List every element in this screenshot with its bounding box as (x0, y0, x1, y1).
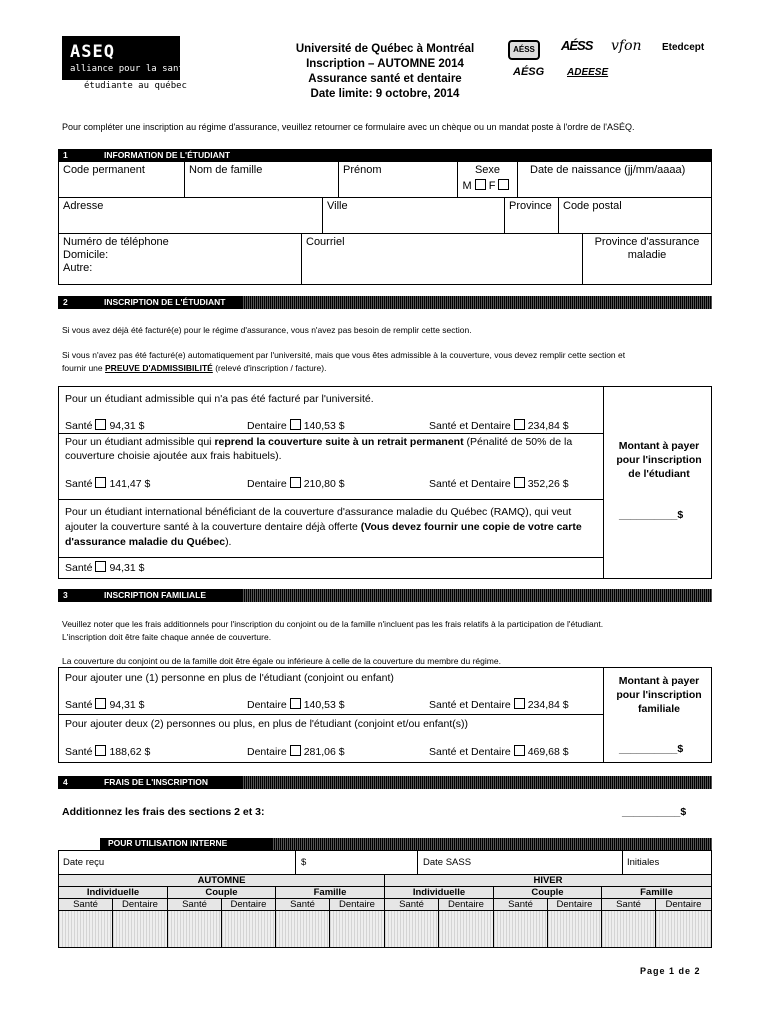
hiv-couple: Couple (494, 887, 602, 899)
s3-opt1-dentaire-checkbox[interactable] (290, 698, 301, 709)
intro-text: Pour compléter une inscription au régime d'assurance, veuillez retourner ce formulaire avec un chèque ou un mandat poste à l'ordre de l'ASÉQ. (62, 122, 635, 132)
ville-field[interactable]: Ville (323, 198, 505, 234)
s2-opt1-dentaire-checkbox[interactable] (290, 419, 301, 430)
col-sante-1: Santé (59, 899, 113, 911)
section-3-bar (58, 589, 712, 602)
internal-hatch (272, 838, 712, 850)
sexe-m-checkbox[interactable] (475, 179, 486, 190)
s2-opt1-sante-checkbox[interactable] (95, 419, 106, 430)
s2-opt1-sd-checkbox[interactable] (514, 419, 525, 430)
col-dentaire-3: Dentaire (330, 899, 385, 911)
date-recu-field[interactable]: Date reçu (63, 857, 105, 868)
total-blank[interactable]: __________$ (622, 806, 687, 818)
aut-individuelle: Individuelle (59, 887, 168, 899)
section-2-table (58, 386, 712, 579)
dollar-field[interactable]: $ (301, 857, 307, 868)
aseq-logo (62, 36, 190, 100)
code-permanent-field[interactable]: Code permanent (59, 162, 185, 198)
section-1-number: 1 (63, 150, 68, 160)
partner-logo-6: ADEESE (567, 67, 609, 78)
section-3-table (58, 667, 712, 763)
domicile-label: Domicile: (63, 249, 109, 261)
maladie-label: maladie (627, 249, 667, 261)
title-line-3: Assurance santé et dentaire (308, 73, 462, 85)
internal-title: POUR UTILISATION INTERNE (108, 838, 228, 848)
nom-field[interactable]: Nom de famille (185, 162, 339, 198)
cell-11[interactable] (602, 911, 656, 947)
additionnez-label: Additionnez les frais des sections 2 et 3: (62, 806, 265, 818)
date-sass-field[interactable]: Date SASS (423, 857, 472, 868)
section-1-title: INFORMATION DE L'ÉTUDIANT (104, 150, 231, 160)
cell-8[interactable] (439, 911, 494, 947)
s2-opt1-title: Pour un étudiant admissible qui n'a pas été facturé par l'université. (65, 393, 374, 405)
col-sante-3: Santé (276, 899, 330, 911)
courriel-field[interactable]: Courriel (302, 234, 583, 284)
cell-5[interactable] (276, 911, 330, 947)
s2-opt2-title: Pour un étudiant admissible qui reprend la couverture suite à un retrait permanent (Pénalité de 50% de la couverture choisie ajoutée aux frais habituels). (65, 436, 573, 462)
s2-opt2-dentaire-checkbox[interactable] (290, 477, 301, 488)
s3-montant-blank[interactable]: __________$ (619, 743, 684, 755)
aseq-logo-sub1: alliance pour la santé (70, 64, 190, 74)
section-2-title: INSCRIPTION DE L'ÉTUDIANT (104, 297, 226, 307)
section-4-title: FRAIS DE L'INSCRIPTION (104, 777, 209, 787)
section-4-hatch (242, 776, 712, 789)
s2-montant-label: Montant à payer pour l'inscription de l'étudiant (616, 440, 702, 480)
preuve-link: PREUVE D'ADMISSIBILITÉ (105, 363, 213, 373)
dob-field[interactable]: Date de naissance (jj/mm/aaaa) (530, 164, 686, 176)
col-dentaire-2: Dentaire (222, 899, 276, 911)
internal-row-1 (59, 851, 711, 875)
s3-options: Pour ajouter une (1) personne en plus de l'étudiant (conjoint ou enfant) Santé 94,31 $ Dentaire 140,53 $ Santé et Dentaire 234,84 $ Pour ajouter deux (2) personnes ou plus, en plus de l'étudiant (conjoint et/ou enfant(s)) Santé 188,62 $ Dentaire 281,06 $ Santé et Dentaire 469,68 $ (59, 668, 604, 762)
s2-divider-1 (59, 433, 603, 434)
telephone-label: Numéro de téléphone (63, 236, 169, 248)
internal-div-1 (295, 851, 296, 875)
code-postal-field[interactable]: Code postal (563, 200, 622, 212)
col-sante-2: Santé (168, 899, 222, 911)
cell-6[interactable] (330, 911, 385, 947)
cell-3[interactable] (168, 911, 222, 947)
section-2-bar (58, 296, 712, 309)
cell-7[interactable] (385, 911, 439, 947)
province-assurance-field[interactable] (583, 234, 711, 284)
s3-divider-1 (59, 714, 603, 715)
s3-opt2-sd-checkbox[interactable] (514, 745, 525, 756)
s2-opt3-title: Pour un étudiant international bénéficiant de la couverture d'assurance maladie du Québec (RAMQ), qui veut ajouter la couverture santé à la couverture dentaire déjà offerte (Vous devez fournir une copie de votre carte d'assurance maladie du Québec). (65, 506, 582, 548)
province-field[interactable]: Province (505, 198, 559, 234)
hiver-header: HIVER (385, 875, 711, 887)
section-4-bar (58, 776, 712, 789)
s2-opt3-row: Santé 94,31 $ (65, 562, 145, 574)
internal-table (58, 850, 712, 948)
s2-options: Pour un étudiant admissible qui n'a pas été facturé par l'université. Santé 94,31 $ Dentaire 140,53 $ Santé et Dentaire 234,84 $ Pour un étudiant admissible qui reprend la couverture suite à un retrait permanent (Pénalité de 50% de la couverture choisie ajoutée aux frais habituels). Santé 141,47 $ Dentaire 210,80 $ Santé et Dentaire 352,26 $ Pour un étudiant international bénéficiant de la couverture d'assurance maladie du Québec (RAMQ), qui veut ajouter la couverture santé à la couverture dentaire déjà offerte (Vous devez fournir une copie de votre carte d'assurance maladie du Québec). Santé 94,31 $ (59, 387, 604, 578)
sexe-f-checkbox[interactable] (498, 179, 509, 190)
initiales-field[interactable]: Initiales (627, 857, 660, 868)
title-line-2: Inscription – AUTOMNE 2014 (306, 58, 464, 70)
s3-opt1-sante-checkbox[interactable] (95, 698, 106, 709)
s3-opt1-sd-checkbox[interactable] (514, 698, 525, 709)
autre-label: Autre: (63, 262, 93, 274)
s3-opt2-title: Pour ajouter deux (2) personnes ou plus, en plus de l'étudiant (conjoint et/ou enfant(s)) (65, 718, 468, 730)
col-dentaire-1: Dentaire (113, 899, 168, 911)
section-4-number: 4 (63, 777, 68, 787)
s2-divider-2 (59, 499, 603, 500)
section-2-number: 2 (63, 297, 68, 307)
automne-header: AUTOMNE (59, 875, 385, 887)
title-line-1: Université de Québec à Montréal (295, 43, 475, 55)
aseq-logo-sub2: étudiante au québec (84, 81, 187, 91)
s3-note-1: Veuillez noter que les frais additionnels pour l'inscription du conjoint ou de la famille n'incluent pas les frais relatifs à la participation de l'étudiant. L'inscription doit être faite chaque année de couverture. (62, 619, 604, 642)
partner-logo-1: AÉSS (508, 40, 540, 60)
form-title (260, 42, 510, 102)
internal-bar (100, 838, 712, 850)
partner-logo-5: AÉSG (513, 66, 545, 78)
sexe-f-label: F (488, 180, 496, 192)
col-dentaire-6: Dentaire (656, 899, 711, 911)
s3-montant-label: Montant à payer pour l'inscription familiale (616, 675, 702, 715)
adresse-field[interactable]: Adresse (59, 198, 323, 234)
cell-10[interactable] (548, 911, 602, 947)
section-3-number: 3 (63, 590, 68, 600)
col-sante-5: Santé (494, 899, 548, 911)
internal-div-2 (417, 851, 418, 875)
col-sante-4: Santé (385, 899, 439, 911)
section-3-hatch (242, 589, 712, 602)
sexe-label: Sexe (474, 164, 501, 176)
col-sante-6: Santé (602, 899, 656, 911)
section-2-hatch (242, 296, 712, 309)
cell-2[interactable] (113, 911, 168, 947)
sexe-m-label: M (462, 180, 472, 192)
s2-opt3-sante-checkbox[interactable] (95, 561, 106, 572)
aseq-logo-text: ASEQ (70, 42, 115, 62)
aut-famille: Famille (276, 887, 385, 899)
partner-logo-4: Etedcept (662, 42, 705, 53)
telephone-field[interactable] (59, 234, 302, 284)
s2-divider-3 (59, 557, 603, 558)
s2-opt2-sd-checkbox[interactable] (514, 477, 525, 488)
s2-note-2: Si vous n'avez pas été facturé(e) automatiquement par l'université, mais que vous êtes admissible à la couverture, vous devez remplir cette section et fournir une PREUVE D'ADMISSIBILITÉ (relevé d'inscription / facture). (62, 350, 626, 373)
col-dentaire-5: Dentaire (548, 899, 602, 911)
prov-assur-label: Province d'assurance (594, 236, 700, 248)
cell-9[interactable] (494, 911, 548, 947)
s3-opt2-dentaire-checkbox[interactable] (290, 745, 301, 756)
s3-opt1-title: Pour ajouter une (1) personne en plus de l'étudiant (conjoint ou enfant) (65, 672, 394, 684)
prenom-field[interactable]: Prénom (339, 162, 458, 198)
page-number: Page 1 de 2 (640, 966, 701, 976)
title-line-4: Date limite: 9 octobre, 2014 (310, 88, 460, 100)
section-3-title: INSCRIPTION FAMILIALE (104, 590, 206, 600)
partner-logos (505, 38, 710, 88)
partner-logo-3: vfon (611, 38, 642, 54)
col-dentaire-4: Dentaire (439, 899, 494, 911)
section-1-table (58, 161, 712, 285)
s3-opt2-sante-checkbox[interactable] (95, 745, 106, 756)
s2-note-1: Si vous avez déjà été facturé(e) pour le régime d'assurance, vous n'avez pas besoin de remplir cette section. (62, 325, 472, 335)
s2-opt2-sante-checkbox[interactable] (95, 477, 106, 488)
internal-div-3 (622, 851, 623, 875)
cell-12[interactable] (656, 911, 711, 947)
partner-logo-2: AÉSS (561, 38, 593, 53)
cell-1[interactable] (59, 911, 113, 947)
s3-note-2: La couverture du conjoint ou de la famille doit être égale ou inférieure à celle de la couverture du membre du régime. (62, 656, 501, 666)
aut-couple: Couple (168, 887, 276, 899)
cell-4[interactable] (222, 911, 276, 947)
hiv-individuelle: Individuelle (385, 887, 494, 899)
sexe-field (458, 162, 518, 198)
hiv-famille: Famille (602, 887, 711, 899)
s2-montant-blank[interactable]: __________$ (619, 509, 684, 521)
